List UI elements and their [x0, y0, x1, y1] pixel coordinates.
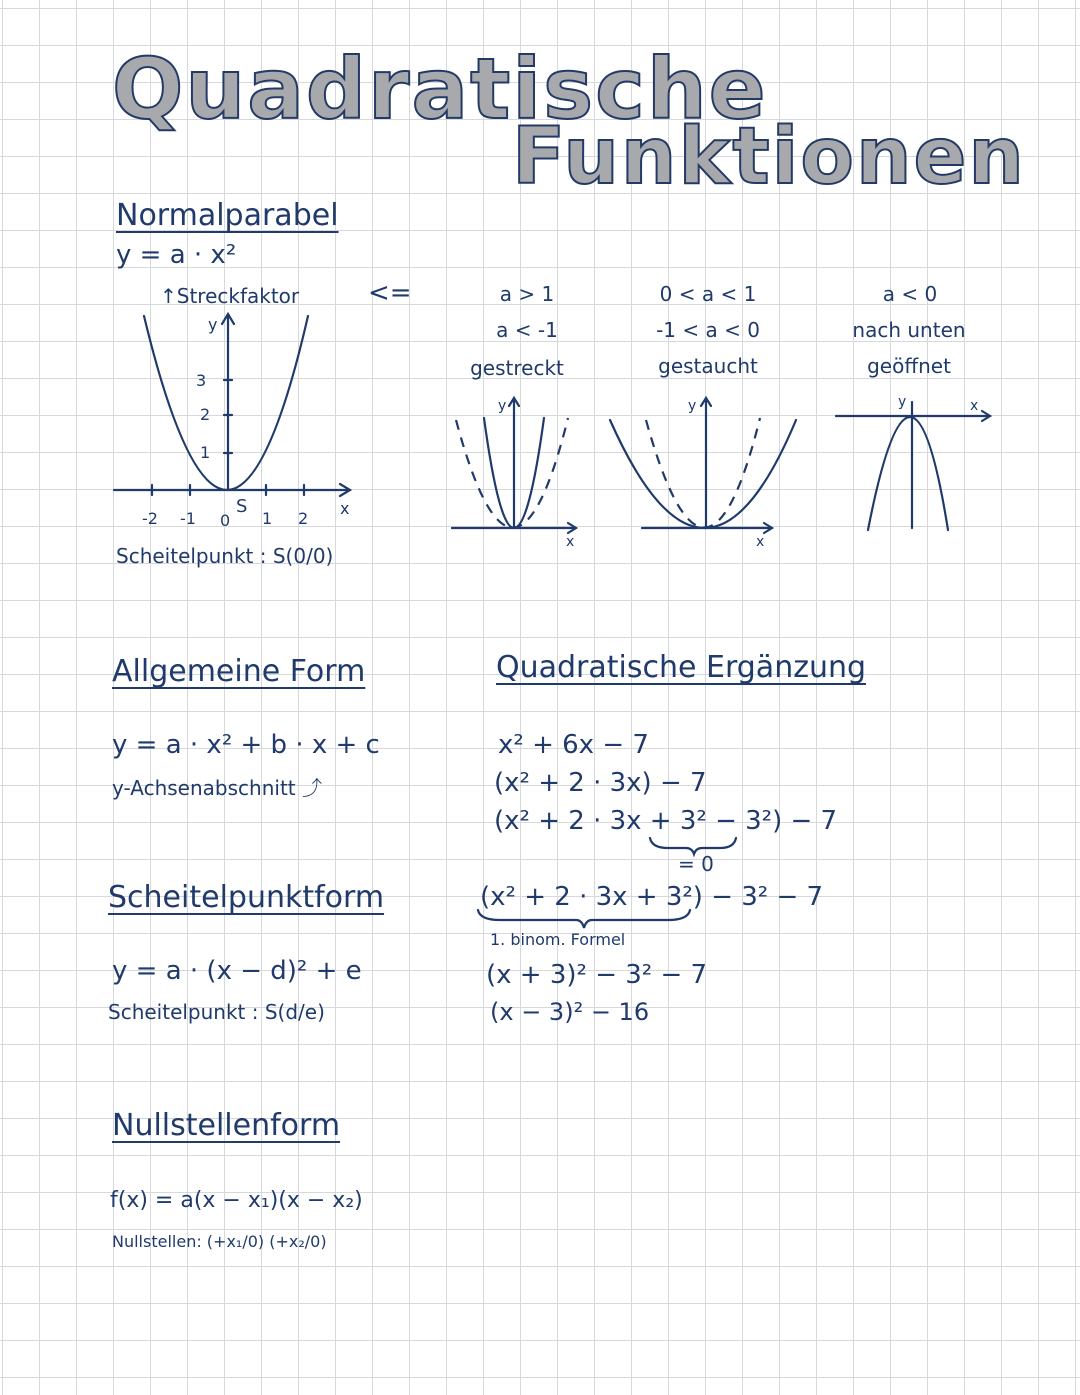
page-title-line2: Funktionen [512, 112, 1026, 202]
case1-y-label: y [498, 398, 507, 414]
x-tick-label-2: 2 [298, 509, 309, 528]
case2-cond2: -1 < a < 0 [656, 318, 760, 342]
case1-graph [448, 390, 588, 550]
nullstellen-note: Nullstellen: (+x₁/0) (+x₂/0) [112, 1232, 327, 1251]
case2-cond1: 0 < a < 1 [659, 282, 757, 306]
case3-desc: geöffnet [867, 354, 951, 378]
case3-cond2: nach unten [852, 318, 966, 342]
x-tick-label-1: 1 [262, 509, 273, 528]
x-tick-label-0: 0 [220, 511, 231, 530]
case1-x-label: x [566, 534, 575, 550]
case3-x-label: x [970, 398, 979, 414]
case2-y-label: y [688, 398, 697, 414]
ergaenzung-line3: (x² + 2 · 3x + 3² − 3²) − 7 [494, 806, 838, 836]
case1-cond1: a > 1 [499, 282, 555, 306]
scheitel-formula: y = a · (x − d)² + e [112, 956, 362, 986]
normalparabel-heading: Normalparabel [116, 198, 339, 233]
normal-parabola-curve [144, 316, 308, 490]
y-tick-label-2: 2 [200, 405, 211, 424]
case2-graph [606, 390, 806, 550]
case1-cond2: a < -1 [496, 318, 558, 342]
nullstellen-heading: Nullstellenform [112, 1108, 341, 1143]
allgemeine-heading: Allgemeine Form [112, 654, 366, 689]
normalparabel-graph [100, 300, 360, 530]
y-tick-label-3: 3 [196, 371, 207, 390]
normalparabel-formula: y = a · x² [116, 240, 237, 270]
case1-desc: gestreckt [470, 356, 564, 380]
case3-y-label: y [898, 394, 907, 410]
case2-x-label: x [756, 534, 765, 550]
graph-y-label: y [208, 315, 218, 334]
binom-brace [476, 908, 696, 930]
ergaenzung-heading: Quadratische Ergänzung [496, 650, 867, 685]
binom-brace-path [478, 910, 690, 928]
ergaenzung-line2: (x² + 2 · 3x) − 7 [494, 768, 707, 798]
binom-note: 1. binom. Formel [490, 930, 626, 949]
x-tick-label-m2: -2 [142, 509, 158, 528]
allgemeine-formula: y = a · x² + b · x + c [112, 730, 380, 760]
ergaenzung-line6: (x − 3)² − 16 [490, 998, 650, 1026]
y-tick-label-1: 1 [200, 443, 211, 462]
ergaenzung-line1: x² + 6x − 7 [498, 730, 649, 760]
vertex-text: Scheitelpunkt : S(0/0) [116, 544, 334, 568]
ergaenzung-line4: (x² + 2 · 3x + 3²) − 3² − 7 [480, 882, 824, 912]
implies-arrow: <= [368, 278, 412, 308]
x-tick-label-m1: -1 [180, 509, 196, 528]
case3-cond1: a < 0 [882, 282, 938, 306]
case2-desc: gestaucht [658, 354, 758, 378]
case3-downward-parabola [868, 417, 948, 530]
zero-note: = 0 [678, 852, 714, 876]
case1-normal-parabola-dashed [456, 418, 568, 528]
vertex-label: S [236, 496, 248, 517]
scheitel-heading: Scheitelpunktform [108, 880, 385, 915]
streckfaktor-label: ↑Streckfaktor [160, 284, 300, 308]
page-title-line1: Quadratische [112, 40, 768, 138]
graph-x-label: x [340, 499, 350, 518]
ergaenzung-line5: (x + 3)² − 3² − 7 [486, 960, 708, 990]
case2-compressed-parabola [610, 420, 796, 528]
nullstellen-formula: f(x) = a(x − x₁)(x − x₂) [110, 1188, 363, 1213]
case3-graph [830, 388, 1000, 538]
allgemeine-note: y-Achsenabschnitt ⤴ [112, 776, 322, 800]
case2-normal-parabola-dashed [646, 418, 760, 528]
scheitel-note: Scheitelpunkt : S(d/e) [108, 1000, 325, 1024]
